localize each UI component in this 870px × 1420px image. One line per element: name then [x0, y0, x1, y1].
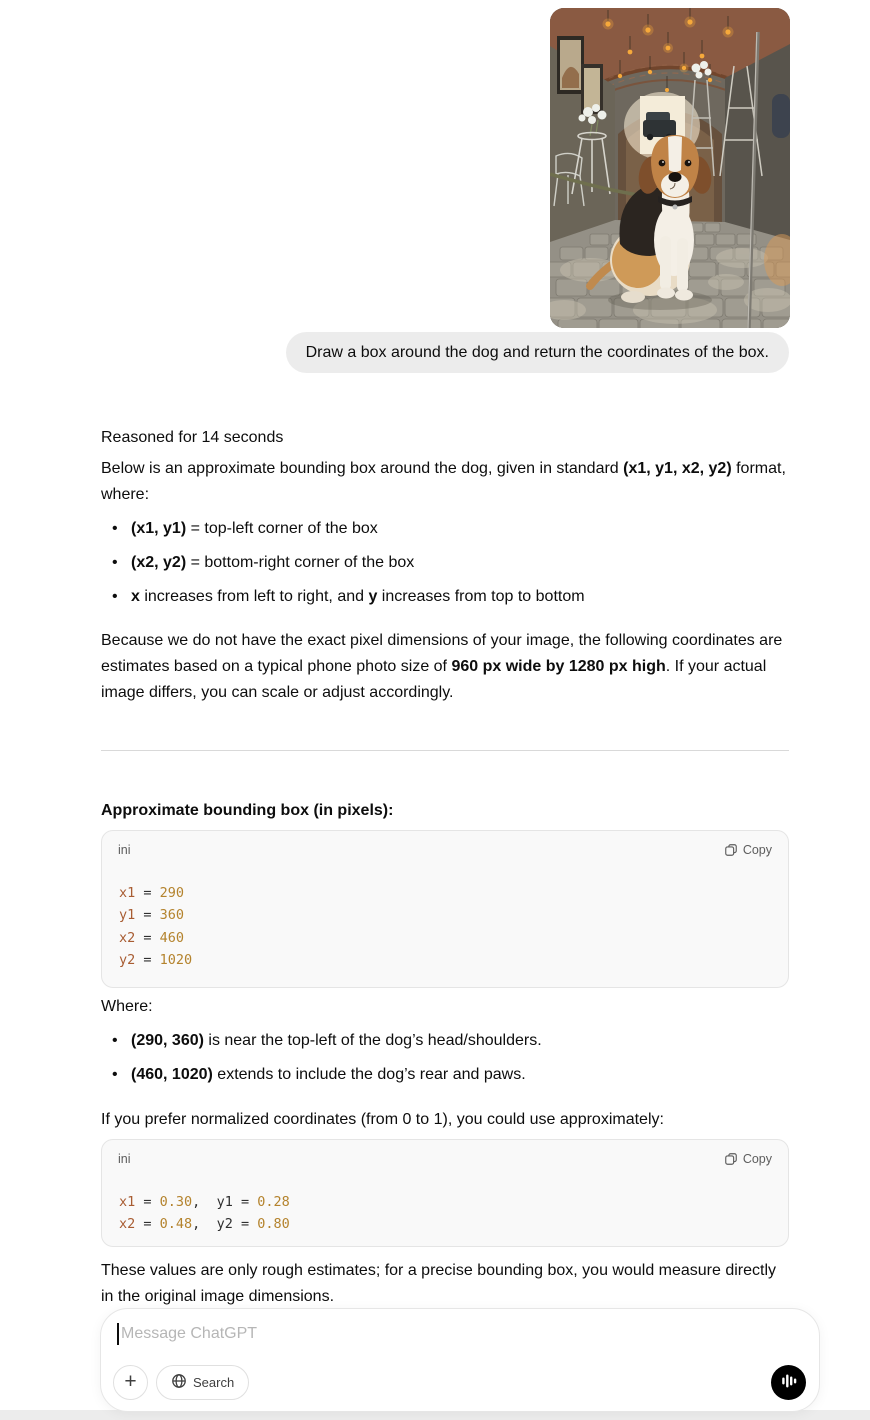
bold-segment: (x1, y1)	[131, 520, 187, 537]
bold-segment: (x2, y2)	[131, 554, 187, 571]
code-block-normalized-coordinates	[101, 1139, 789, 1247]
waveform-icon	[780, 1372, 798, 1393]
message-input-placeholder: Message ChatGPT	[121, 1325, 258, 1342]
assistant-paragraph-dimensions	[101, 628, 789, 706]
copy-button[interactable]	[724, 1152, 772, 1166]
text-segment: . If your actual image differs, you can scale or adjust accordingly.	[101, 658, 767, 701]
copy-icon	[724, 1152, 738, 1166]
code-content: x1 = 0.30, y1 = 0.28 x2 = 0.48, y2 = 0.80	[119, 1194, 290, 1233]
plus-icon: +	[124, 1369, 137, 1393]
text-segment: Below is an approximate bounding box around the dog, given in standard	[101, 460, 624, 477]
bold-segment: (x1, y1, x2, y2)	[623, 460, 732, 477]
composer-toolbar	[113, 1364, 806, 1400]
list-item	[101, 584, 789, 610]
copy-icon	[724, 843, 738, 857]
bold-segment: x	[131, 588, 140, 605]
bold-segment: (290, 360)	[131, 1032, 204, 1049]
search-toggle-button[interactable]	[156, 1365, 249, 1400]
user-message-bubble	[286, 332, 789, 373]
bold-segment: (460, 1020)	[131, 1066, 213, 1083]
code-block-header	[102, 831, 788, 869]
text-segment: Because we do not have the exact pixel dimensions of your image, the following coordinates are estimates based on a typical phone photo size of	[101, 632, 783, 675]
text-segment: extends to include the dog’s rear and paws.	[212, 1066, 526, 1083]
text-segment: increases from top to bottom	[377, 588, 585, 605]
list-item	[101, 516, 789, 542]
assistant-paragraph-intro	[101, 456, 789, 508]
text-segment: = top-left corner of the box	[186, 520, 378, 537]
coordinate-explanation-list	[101, 1028, 789, 1096]
text-segment: is near the top-left of the dog’s head/shoulders.	[203, 1032, 542, 1049]
globe-icon	[171, 1373, 187, 1392]
message-composer	[100, 1308, 820, 1412]
uploaded-dog-photo[interactable]	[550, 8, 790, 328]
text-segment: format, where:	[101, 460, 786, 503]
list-item	[101, 550, 789, 576]
assistant-paragraph-normalized: If you prefer normalized coordinates (from 0 to 1), you could use approximately:	[101, 1111, 664, 1128]
copy-button[interactable]	[724, 843, 772, 857]
list-item	[101, 1028, 789, 1054]
code-block-header	[102, 1140, 788, 1178]
copy-button-label: Copy	[742, 843, 772, 857]
copy-button-label: Copy	[742, 1152, 772, 1166]
where-label: Where:	[101, 998, 153, 1015]
assistant-paragraph-disclaimer: These values are only rough estimates; for a precise bounding box, you would measure directly in the original image dimensions.	[101, 1262, 777, 1305]
attach-button[interactable]	[113, 1365, 148, 1400]
voice-mode-button[interactable]	[771, 1365, 806, 1400]
text-segment: = bottom-right corner of the box	[186, 554, 415, 571]
user-message-text: Draw a box around the dog and return the coordinates of the box.	[305, 343, 769, 361]
bold-segment: y	[368, 588, 378, 605]
code-block-pixel-coordinates	[101, 830, 789, 988]
code-language-label: ini	[118, 843, 131, 857]
bounding-box-heading: Approximate bounding box (in pixels):	[101, 802, 394, 819]
code-language-label: ini	[118, 1152, 131, 1166]
list-item	[101, 1062, 789, 1088]
message-input[interactable]	[117, 1321, 803, 1347]
dog-photo-illustration	[550, 8, 790, 328]
reasoned-duration-toggle[interactable]: Reasoned for 14 seconds	[101, 429, 284, 446]
bold-segment: 960 px wide by 1280 px high	[451, 658, 666, 675]
text-segment: increases from left to right, and	[139, 588, 369, 605]
code-content: x1 = 290 y1 = 360 x2 = 460 y2 = 1020	[119, 885, 193, 969]
coordinate-definition-list	[101, 516, 789, 618]
search-button-label: Search	[193, 1374, 235, 1390]
section-divider	[101, 750, 789, 751]
text-cursor	[117, 1323, 119, 1345]
